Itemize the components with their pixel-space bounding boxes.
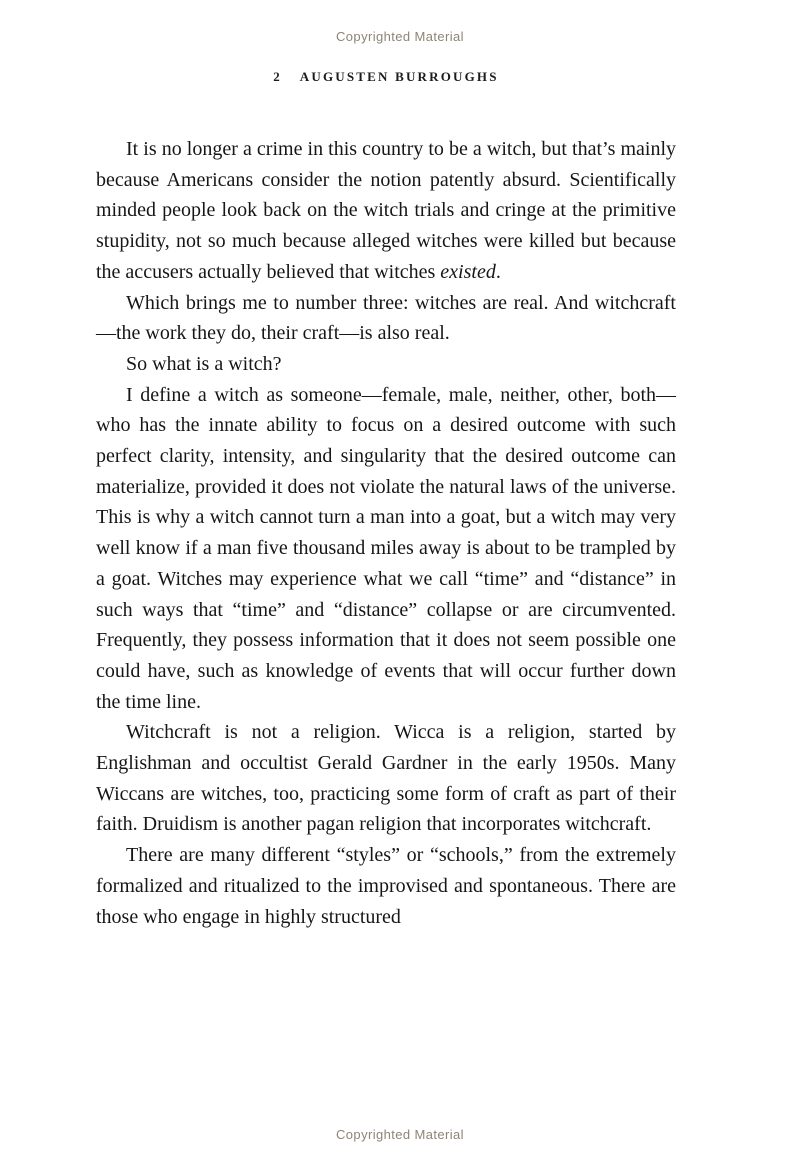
- copyright-notice-bottom: Copyrighted Material: [336, 1127, 464, 1142]
- paragraph: [96, 134, 676, 288]
- paragraph: [96, 349, 676, 380]
- italic-text-run: existed: [440, 260, 496, 283]
- copyright-notice-top: Copyrighted Material: [336, 29, 464, 44]
- paragraph: [96, 840, 676, 932]
- paragraph: [96, 288, 676, 349]
- text-run: .: [495, 260, 501, 283]
- page-number: 2: [273, 69, 280, 84]
- text-run: So what is a witch?: [126, 352, 282, 375]
- author-name: AUGUSTEN BURROUGHS: [299, 69, 499, 84]
- text-run: There are many different “styles” or “schools,” from the extremely formalized and ritualized to the improvised and spontaneous. There are those who engage in highly structured: [96, 844, 676, 928]
- text-run: I define a witch as someone—female, male, neither, other, both—who has the innate ability to focus on a desired outcome with such perfect clarity, intensity, and singularity that the desired outcome can materialize, provided it does not violate the natural laws of the universe. This is why a witch cannot turn a man into a goat, but a witch may very well know if a man five thousand miles away is about to be trampled by a goat. Witches may experience what we call “time” and “distance” in such ways that “time” and “distance” collapse or are circumvented. Frequently, they possess information that it does not seem possible one could have, such as knowledge of events that will occur further down the time line.: [96, 383, 676, 713]
- body-text: [96, 134, 676, 932]
- running-header: [96, 69, 676, 85]
- text-run: Which brings me to number three: witches are real. And witchcraft—the work they do, their craft—is also real.: [96, 291, 676, 345]
- text-run: It is no longer a crime in this country to be a witch, but that’s mainly because Americans consider the notion patently absurd. Scientifically minded people look back on the witch trials and cringe at the primitive stupidity, not so much because alleged witches were killed but because the accusers actually believed that witches: [96, 138, 676, 283]
- paragraph: [96, 380, 676, 718]
- paragraph: [96, 717, 676, 840]
- text-run: Witchcraft is not a religion. Wicca is a religion, started by Englishman and occultist Gerald Gardner in the early 1950s. Many Wiccans are witches, too, practicing some form of craft as part of their faith. Druidism is another pagan religion that incorporates witchcraft.: [96, 721, 676, 836]
